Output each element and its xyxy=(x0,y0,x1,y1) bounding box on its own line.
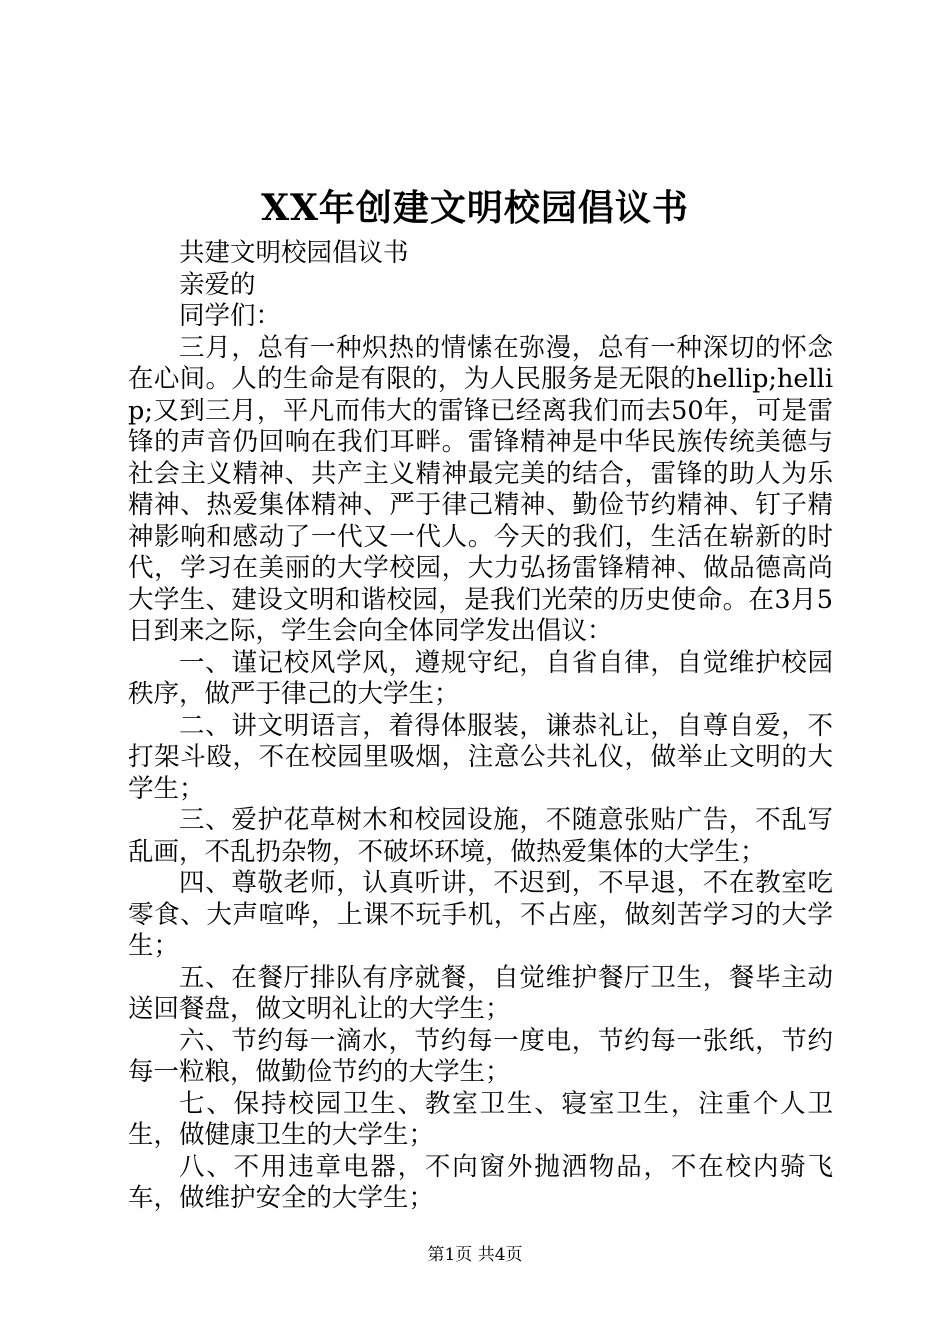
paragraph-item-3: 三、爱护花草树木和校园设施，不随意张贴广告，不乱写乱画，不乱扔杂物，不破坏环境，做热爱集体的大学生； xyxy=(128,805,833,867)
paragraph-salutation-1: 亲爱的 xyxy=(179,269,256,300)
paragraph-item-7: 七、保持校园卫生、教室卫生、寝室卫生，注重个人卫生，做健康卫生的大学生； xyxy=(128,1088,833,1150)
paragraph-item-2: 二、讲文明语言，着得体服装，谦恭礼让，自尊自爱，不打架斗殴，不在校园里吸烟，注意公共礼仪，做举止文明的大学生； xyxy=(128,710,833,804)
paragraph-item-8: 八、不用违章电器，不向窗外抛洒物品，不在校内骑飞车，做维护安全的大学生； xyxy=(128,1151,833,1213)
document-body xyxy=(128,238,833,1215)
page-number-footer: 第1页 共4页 xyxy=(427,1245,523,1265)
paragraph-salutation-2: 同学们： xyxy=(179,301,282,331)
paragraph-intro: 三月，总有一种炽热的情愫在弥漫，总有一种深切的怀念在心间。人的生命是有限的，为人民服务是无限的hellip;hellip;又到三月，平凡而伟大的雷锋已经离我们而去50年，可是雷锋的声音仍回响在我们耳畔。雷锋精神是中华民族传统美德与社会主义精神、共产主义精神最完美的结合，雷锋的助人为乐精神、热爱集体精神、严于律己精神、勤俭节约精神、钉子精神影响和感动了一代又一代人。今天的我们，生活在崭新的时代，学习在美丽的大学校园，大力弘扬雷锋精神、做品德高尚大学生、建设文明和谐校园，是我们光荣的历史使命。在3月5日到来之际，学生会向全体同学发出倡议： xyxy=(128,332,833,646)
paragraph-item-1: 一、谨记校风学风，遵规守纪，自省自律，自觉维护校园秩序，做严于律己的大学生； xyxy=(128,647,833,709)
document-title: XX年创建文明校园倡议书 xyxy=(261,187,689,229)
paragraph-item-6: 六、节约每一滴水，节约每一度电，节约每一张纸，节约每一粒粮，做勤俭节约的大学生； xyxy=(128,1025,833,1087)
paragraph-heading: 共建文明校园倡议书 xyxy=(179,238,409,268)
paragraph-item-5: 五、在餐厅排队有序就餐，自觉维护餐厅卫生，餐毕主动送回餐盘，做文明礼让的大学生； xyxy=(128,962,833,1024)
paragraph-item-4: 四、尊敬老师，认真听讲，不迟到，不早退，不在教室吃零食、大声喧哗，上课不玩手机，不占座，做刻苦学习的大学生； xyxy=(128,868,833,961)
